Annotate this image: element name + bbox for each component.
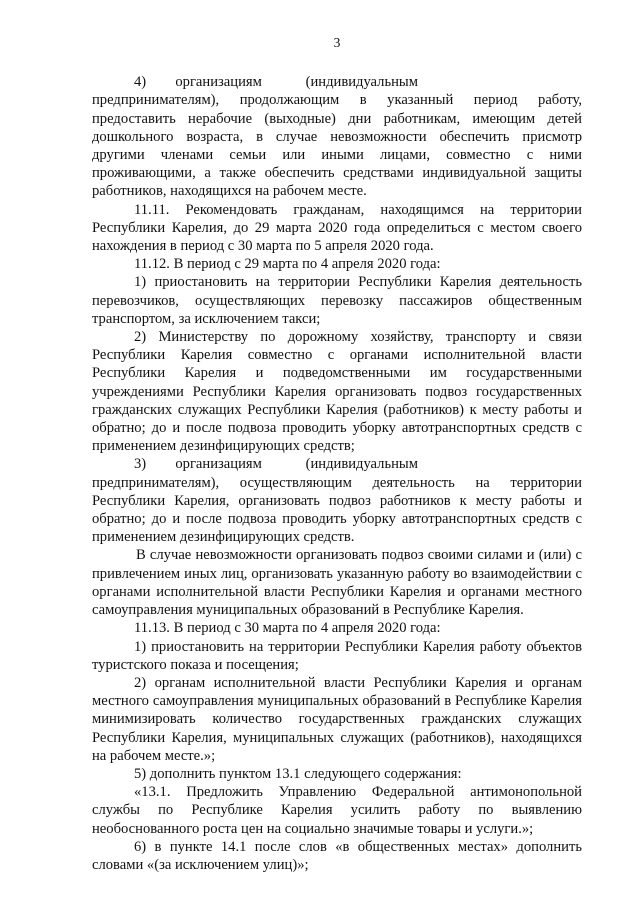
paragraph-11-13: 11.13. В период с 30 марта по 4 апреля 2020 года:: [134, 620, 441, 637]
paragraph-11-12-item-1: 1) приостановить на территории Республики Карелия деятельность перевозчиков, осуществляющих перевозку пассажиров общественным транспортом, за исключением такси;: [92, 274, 582, 327]
page-number: 3: [333, 35, 341, 50]
paragraph-11-11: 11.11. Рекомендовать гражданам, находящимся на территории Республики Карелия, до 29 марта 2020 года определиться с местом своего нахождения в период с 30 марта по 5 апреля 2020 года.: [92, 201, 582, 255]
paragraph-13-1-quote: «13.1. Предложить Управлению Федеральной антимонопольной службы по Республике Карелия усилить работу по выявлению необоснованного роста цен на социально значимые товары и услуги.»;: [92, 784, 582, 837]
paragraph-11-12-item-3: 3) организациям (индивидуальным предпринимателям), осуществляющим деятельность на территории Республики Карелия, организовать подвоз работников к месту работы и обратно; до и после подвоза проводить уборку автотранспортных средств с применением дезинфицирующих средств.: [92, 456, 582, 546]
paragraph-transport-note: В случае невозможности организовать подвоз своими силами и (или) с привлечением иных лиц, организовать указанную работу во взаимодействии с органами исполнительной власти Республики Карелия и органами местного самоуправления муниципальных образований в Республике Карелия.: [92, 547, 582, 619]
paragraph-item-6: 6) в пункте 14.1 после слов «в общественных местах» дополнить словами «(за исключением улиц)»;: [92, 838, 582, 873]
paragraph-11-13-item-1: 1) приостановить на территории Республики Карелия работу объектов туристского показа и посещения;: [92, 638, 582, 673]
paragraph-11-12: 11.12. В период с 29 марта по 4 апреля 2020 года:: [134, 256, 441, 273]
paragraph-11-12-item-2: 2) Министерству по дорожному хозяйству, транспорту и связи Республики Карелия совместно с органами исполнительной власти Республики Карелия и подведомственными им государственными учреждениями Республики Карелия организовать подвоз государственных гражданских служащих Республики Карелия (работников) к месту работы и обратно; до и после подвоза проводить уборку автотранспортных средств с применением дезинфицирующих средств;: [92, 329, 582, 455]
paragraph-item-4: 4) организациям (индивидуальным предпринимателям), продолжающим в указанный период работу, предоставить нерабочие (выходные) дни работникам, имеющим детей дошкольного возраста, в случае невозможности обеспечить присмотр другими членами семьи или иными лицами, совместно с ними проживающими, а также обеспечить средствами индивидуальной защиты работников, находящихся на рабочем месте.: [92, 74, 582, 200]
paragraph-item-5: 5) дополнить пунктом 13.1 следующего содержания:: [134, 765, 462, 782]
paragraph-11-13-item-2: 2) органам исполнительной власти Республики Карелия и органам местного самоуправления муниципальных образований в Республике Карелия минимизировать количество государственных гражданских служащих Республики Карелия, муниципальных служащих (работников), находящихся на рабочем месте.»;: [92, 674, 582, 764]
